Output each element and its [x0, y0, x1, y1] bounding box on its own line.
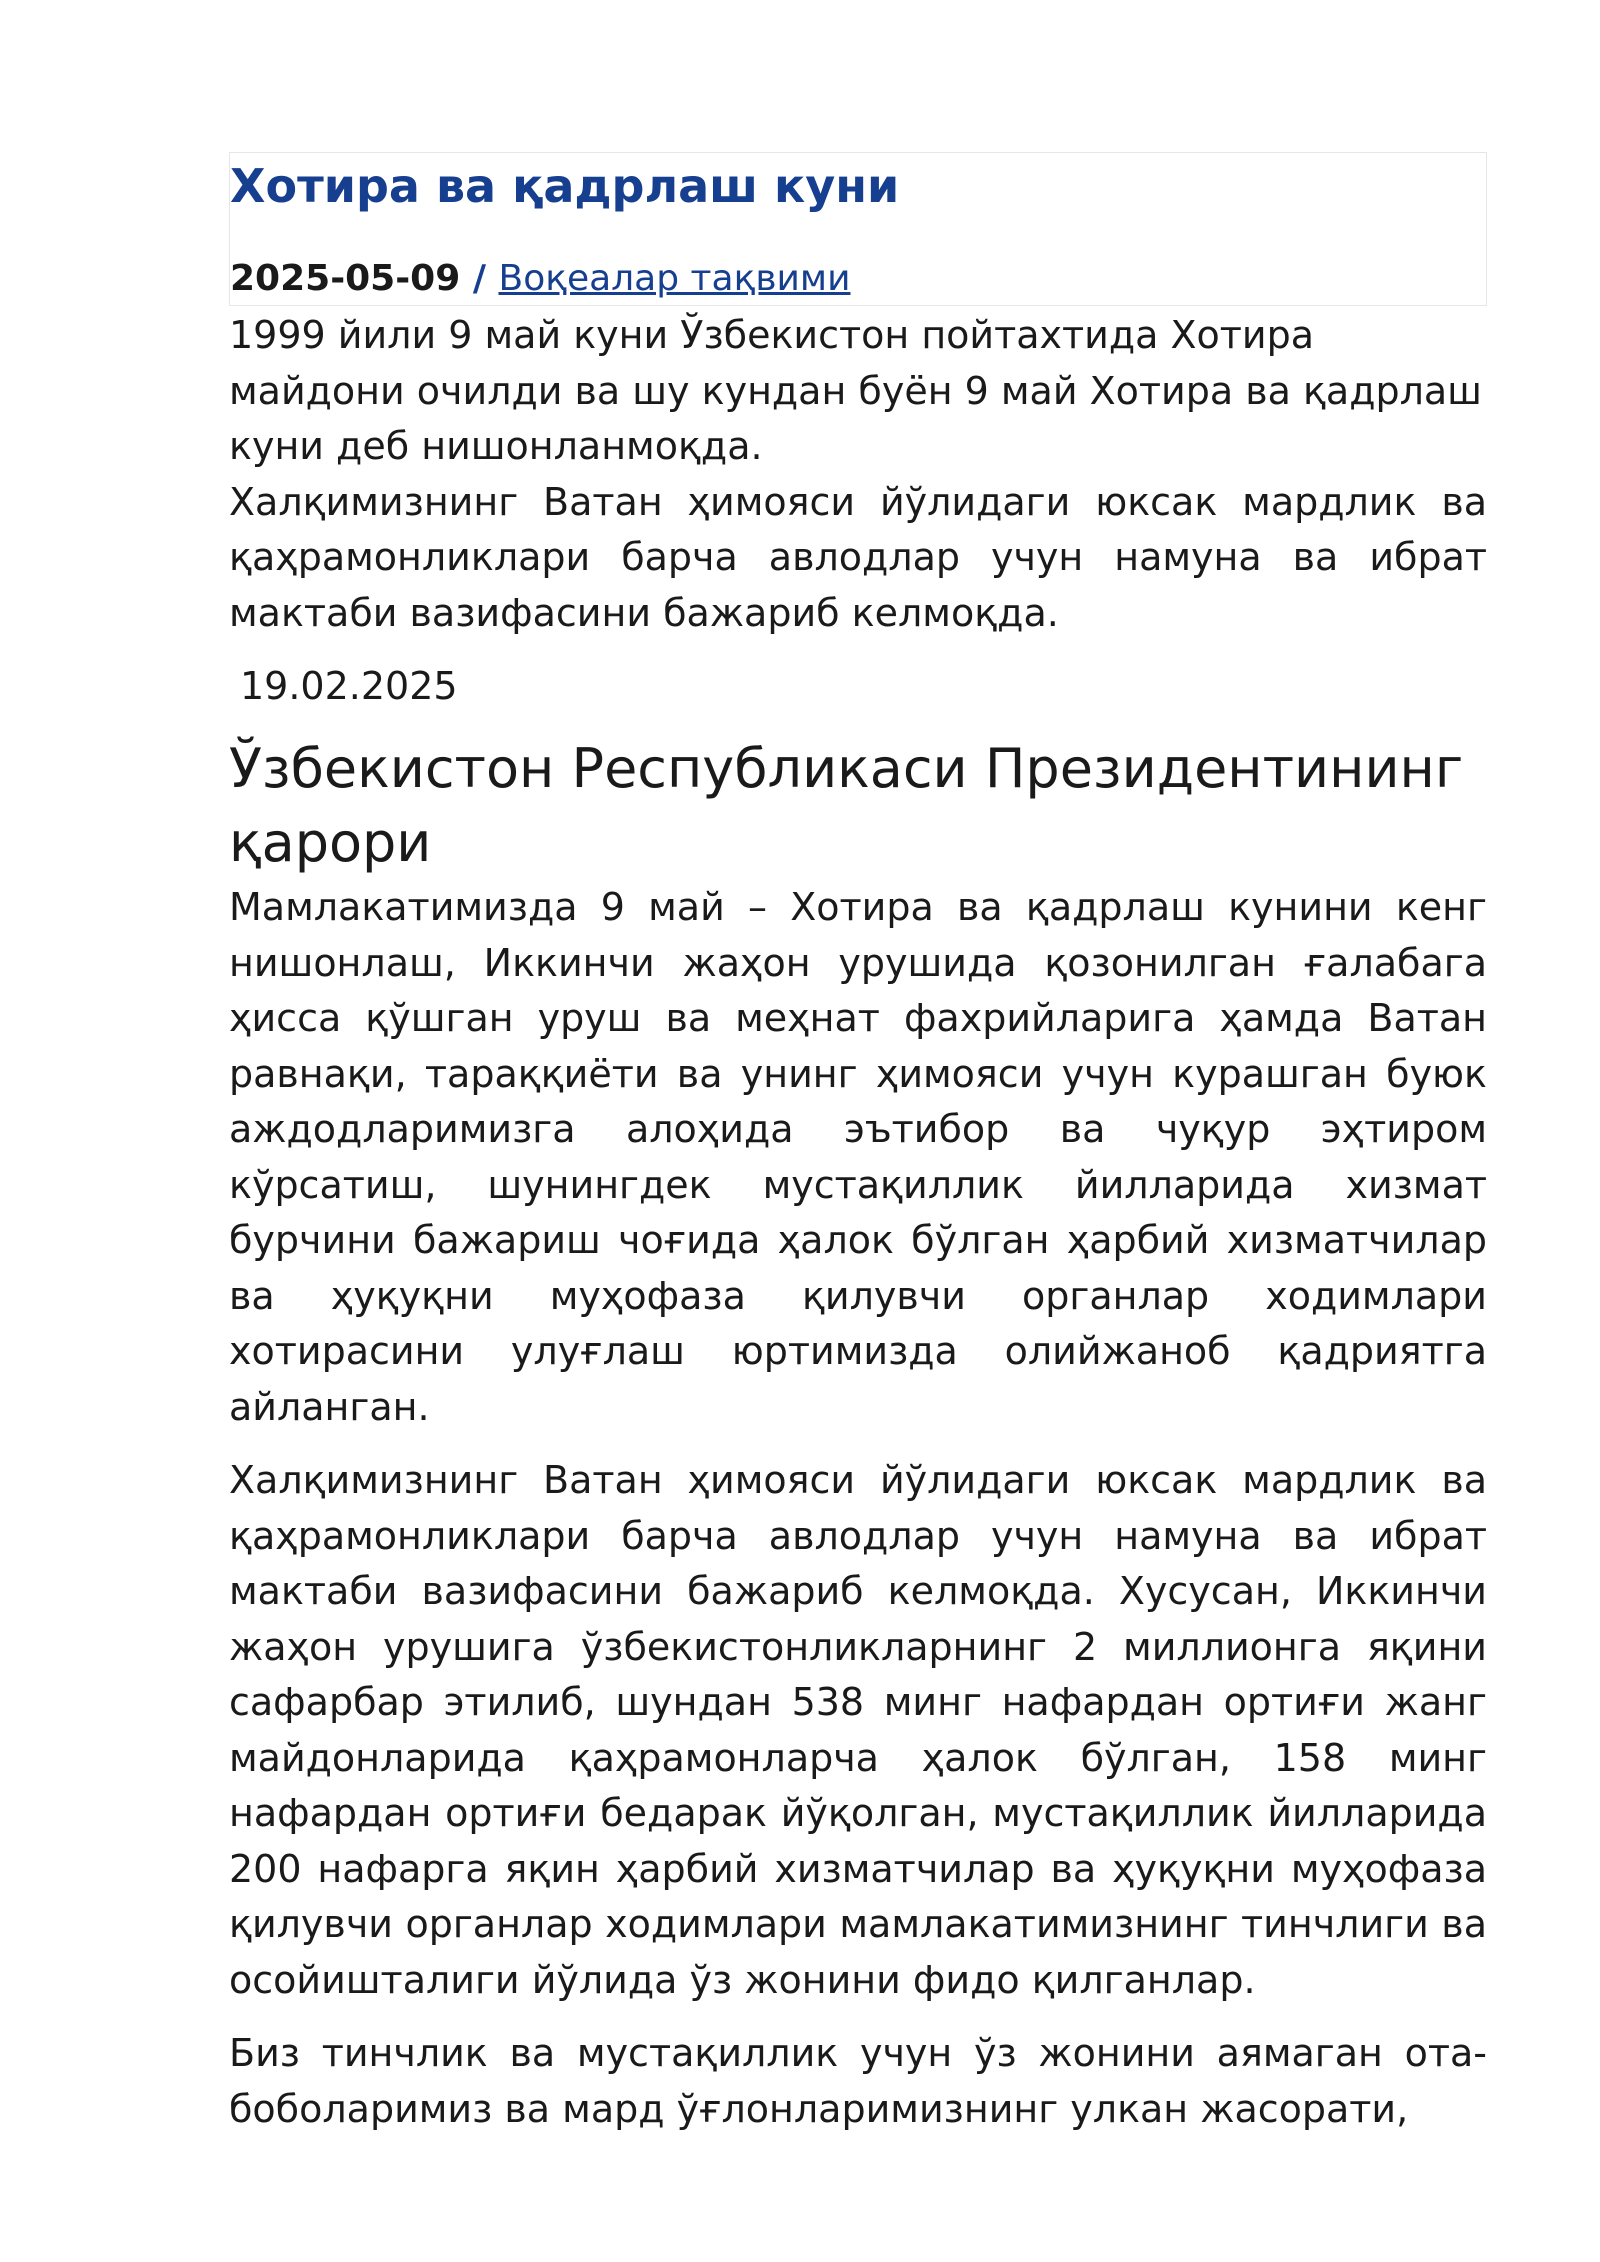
- article-meta: [230, 257, 850, 300]
- article-paragraph: Халқимизнинг Ватан ҳимояси йўлидаги юксак мардлик ва қаҳрамонликлари барча авлодлар учун намуна ва ибрат мактаби вазифасини бажариб келмоқда.: [229, 479, 1487, 635]
- decree-paragraph: Биз тинчлик ва мустақиллик учун ўз жонини аямаган ота-боболаримиз ва мард ўғлонларимизнинг улкан жасорати,: [229, 2031, 1487, 2131]
- decree-paragraph: Мамлакатимизда 9 май – Хотира ва қадрлаш кунини кенг нишонлаш, Иккинчи жаҳон урушида қозонилган ғалабага ҳисса қўшган уруш ва меҳнат фахрийларига ҳамда Ватан равнақи, тараққиёти ва унинг ҳимояси учун курашган буюк аждодларимизга алоҳида эътибор ва чуқур эҳтиром кўрсатиш, шунингдек мустақиллик йилларида хизмат бурчини бажариш чоғида ҳалок бўлган ҳарбий хизматчилар ва ҳуқуқни муҳофаза қилувчи органлар ходимлари хотирасини улуғлаш юртимизда олийжаноб қадриятга айланган.: [229, 885, 1487, 1429]
- decree-paragraph: Халқимизнинг Ватан ҳимояси йўлидаги юксак мардлик ва қаҳрамонликлари барча авлодлар учун намуна ва ибрат мактаби вазифасини бажариб келмоқда. Хусусан, Иккинчи жаҳон урушига ўзбекистонликларнинг 2 миллионга яқини сафарбар этилиб, шундан 538 минг нафардан ортиғи жанг майдонларида қаҳрамонларча ҳалок бўлган, 158 минг нафардан ортиғи бедарак йўқолган, мустақиллик йилларида 200 нафарга яқин ҳарбий хизматчилар ва ҳуқуқни муҳофаза қилувчи органлар ходимлари мамлакатимизнинг тинчлиги ва осойишталиги йўлида ўз жонини фидо қилганлар.: [229, 1458, 1487, 2002]
- decree-posted-date: 19.02.2025: [240, 664, 458, 708]
- article-title: Хотира ва қадрлаш куни: [230, 159, 900, 213]
- document-page: [229, 152, 1487, 2137]
- article-paragraph: 1999 йили 9 май куни Ўзбекистон пойтахтида Хотира майдони очилди ва шу кундан буён 9 май Хотира ва қадрлаш куни деб нишонланмоқда.: [229, 313, 1482, 468]
- category-link[interactable]: Воқеалар тақвими: [498, 258, 851, 299]
- decree-title: Ўзбекистон Республикаси Президентининг қарори: [229, 737, 1464, 874]
- meta-separator: /: [460, 258, 499, 299]
- article-date: 2025-05-09: [230, 258, 461, 299]
- article-header: [229, 152, 1487, 306]
